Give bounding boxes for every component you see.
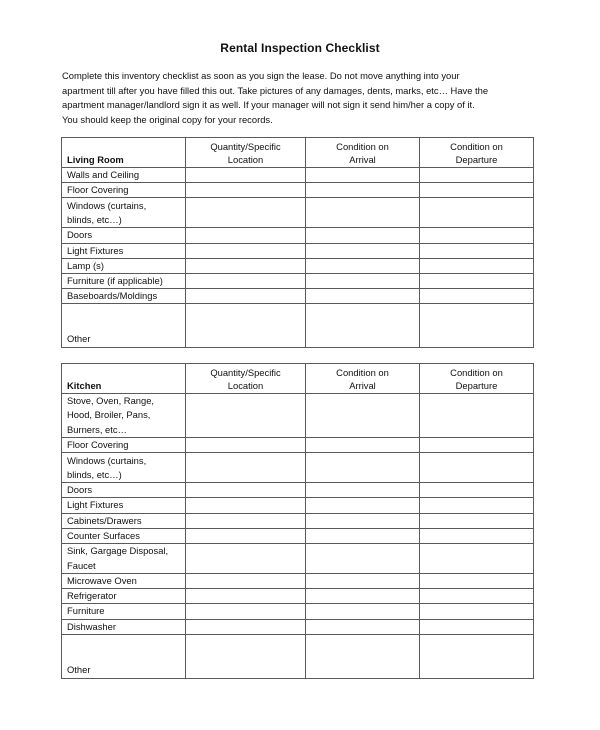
- departure-cell[interactable]: [420, 604, 534, 619]
- departure-cell[interactable]: [420, 634, 534, 678]
- item-label: Baseboards/Moldings: [62, 289, 186, 304]
- quantity-cell[interactable]: [186, 243, 306, 258]
- departure-cell[interactable]: [420, 619, 534, 634]
- table-row: [62, 498, 534, 513]
- item-label: Lamp (s): [62, 258, 186, 273]
- arrival-column-header: Condition on Arrival: [306, 138, 420, 168]
- departure-cell[interactable]: [420, 483, 534, 498]
- table-row: [62, 183, 534, 198]
- item-label: Other: [62, 634, 186, 678]
- item-label: Walls and Ceiling: [62, 168, 186, 183]
- table-row: [62, 198, 534, 228]
- quantity-cell[interactable]: [186, 544, 306, 574]
- quantity-cell[interactable]: [186, 289, 306, 304]
- quantity-column-header: Quantity/Specific Location: [186, 138, 306, 168]
- item-label: Doors: [62, 228, 186, 243]
- arrival-cell[interactable]: [306, 243, 420, 258]
- kitchen-header-row: [62, 364, 534, 394]
- intro-line: apartment manager/landlord sign it as well. If your manager will not sign it send him/her a copy of it.: [62, 99, 475, 111]
- table-row: [62, 634, 534, 678]
- departure-cell[interactable]: [420, 304, 534, 348]
- arrival-cell[interactable]: [306, 619, 420, 634]
- arrival-cell[interactable]: [306, 168, 420, 183]
- quantity-cell[interactable]: [186, 198, 306, 228]
- departure-cell[interactable]: [420, 274, 534, 289]
- document-title: Rental Inspection Checklist: [220, 41, 380, 55]
- table-row: [62, 453, 534, 483]
- departure-cell[interactable]: [420, 183, 534, 198]
- table-row: [62, 619, 534, 634]
- quantity-cell[interactable]: [186, 483, 306, 498]
- departure-column-header: Condition on Departure: [420, 138, 534, 168]
- table-row: [62, 243, 534, 258]
- table-row: [62, 228, 534, 243]
- quantity-cell[interactable]: [186, 498, 306, 513]
- item-label: Microwave Oven: [62, 574, 186, 589]
- arrival-cell[interactable]: [306, 274, 420, 289]
- departure-cell[interactable]: [420, 528, 534, 543]
- table-row: [62, 304, 534, 348]
- quantity-cell[interactable]: [186, 513, 306, 528]
- quantity-cell[interactable]: [186, 453, 306, 483]
- quantity-cell[interactable]: [186, 228, 306, 243]
- item-label: Windows (curtains, blinds, etc…): [62, 198, 186, 228]
- arrival-cell[interactable]: [306, 589, 420, 604]
- quantity-cell[interactable]: [186, 304, 306, 348]
- arrival-cell[interactable]: [306, 183, 420, 198]
- quantity-cell[interactable]: [186, 574, 306, 589]
- table-row: [62, 394, 534, 438]
- table-row: [62, 274, 534, 289]
- table-row: [62, 483, 534, 498]
- quantity-cell[interactable]: [186, 183, 306, 198]
- departure-column-header: Condition on Departure: [420, 364, 534, 394]
- table-row: [62, 289, 534, 304]
- quantity-cell[interactable]: [186, 168, 306, 183]
- departure-cell[interactable]: [420, 168, 534, 183]
- table-row: [62, 258, 534, 273]
- item-label: Cabinets/Drawers: [62, 513, 186, 528]
- item-label: Windows (curtains, blinds, etc…): [62, 453, 186, 483]
- departure-cell[interactable]: [420, 228, 534, 243]
- arrival-cell[interactable]: [306, 528, 420, 543]
- item-label: Stove, Oven, Range, Hood, Broiler, Pans, Burners, etc…: [62, 394, 186, 438]
- quantity-cell[interactable]: [186, 604, 306, 619]
- arrival-cell[interactable]: [306, 304, 420, 348]
- table-row: [62, 438, 534, 453]
- kitchen-table: [61, 363, 534, 679]
- quantity-cell[interactable]: [186, 619, 306, 634]
- quantity-column-header: Quantity/Specific Location: [186, 364, 306, 394]
- departure-cell[interactable]: [420, 394, 534, 438]
- departure-cell[interactable]: [420, 438, 534, 453]
- arrival-cell[interactable]: [306, 289, 420, 304]
- departure-cell[interactable]: [420, 574, 534, 589]
- table-row: [62, 574, 534, 589]
- departure-cell[interactable]: [420, 198, 534, 228]
- arrival-cell[interactable]: [306, 228, 420, 243]
- departure-cell[interactable]: [420, 453, 534, 483]
- arrival-cell[interactable]: [306, 438, 420, 453]
- intro-paragraph: [62, 69, 562, 127]
- intro-line: Complete this inventory checklist as soon as you sign the lease. Do not move anything into your: [62, 70, 460, 81]
- departure-cell[interactable]: [420, 289, 534, 304]
- quantity-cell[interactable]: [186, 274, 306, 289]
- item-label: Doors: [62, 483, 186, 498]
- table-row: [62, 544, 534, 574]
- item-label: Furniture (if applicable): [62, 274, 186, 289]
- item-label: Dishwasher: [62, 619, 186, 634]
- quantity-cell[interactable]: [186, 438, 306, 453]
- arrival-cell[interactable]: [306, 483, 420, 498]
- departure-cell[interactable]: [420, 498, 534, 513]
- item-label: Floor Covering: [62, 183, 186, 198]
- departure-cell[interactable]: [420, 589, 534, 604]
- item-label: Light Fixtures: [62, 243, 186, 258]
- quantity-cell[interactable]: [186, 528, 306, 543]
- living-room-table: [61, 137, 534, 348]
- arrival-cell[interactable]: [306, 634, 420, 678]
- quantity-cell[interactable]: [186, 394, 306, 438]
- quantity-cell[interactable]: [186, 589, 306, 604]
- intro-line: You should keep the original copy for your records.: [62, 113, 273, 125]
- table-row: [62, 513, 534, 528]
- intro-line: apartment till after you have filled this out. Take pictures of any damages, dents, marks, etc… Have the: [62, 84, 489, 96]
- departure-cell[interactable]: [420, 243, 534, 258]
- table-row: [62, 528, 534, 543]
- arrival-cell[interactable]: [306, 513, 420, 528]
- table-row: [62, 168, 534, 183]
- departure-cell[interactable]: [420, 258, 534, 273]
- arrival-cell[interactable]: [306, 394, 420, 438]
- item-label: Floor Covering: [62, 438, 186, 453]
- arrival-cell[interactable]: [306, 198, 420, 228]
- item-label: Refrigerator: [62, 589, 186, 604]
- item-label: Light Fixtures: [62, 498, 186, 513]
- item-label: Furniture: [62, 604, 186, 619]
- departure-cell[interactable]: [420, 544, 534, 574]
- item-label: Sink, Gargage Disposal, Faucet: [62, 544, 186, 574]
- arrival-cell[interactable]: [306, 258, 420, 273]
- arrival-cell[interactable]: [306, 604, 420, 619]
- table-row: [62, 589, 534, 604]
- arrival-cell[interactable]: [306, 498, 420, 513]
- kitchen-title: Kitchen: [62, 364, 186, 394]
- table-row: [62, 604, 534, 619]
- arrival-cell[interactable]: [306, 574, 420, 589]
- quantity-cell[interactable]: [186, 258, 306, 273]
- item-label: Counter Surfaces: [62, 528, 186, 543]
- arrival-cell[interactable]: [306, 544, 420, 574]
- living-room-header-row: [62, 138, 534, 168]
- living-room-title: Living Room: [62, 138, 186, 168]
- arrival-cell[interactable]: [306, 453, 420, 483]
- item-label: Other: [62, 304, 186, 348]
- departure-cell[interactable]: [420, 513, 534, 528]
- arrival-column-header: Condition on Arrival: [306, 364, 420, 394]
- quantity-cell[interactable]: [186, 634, 306, 678]
